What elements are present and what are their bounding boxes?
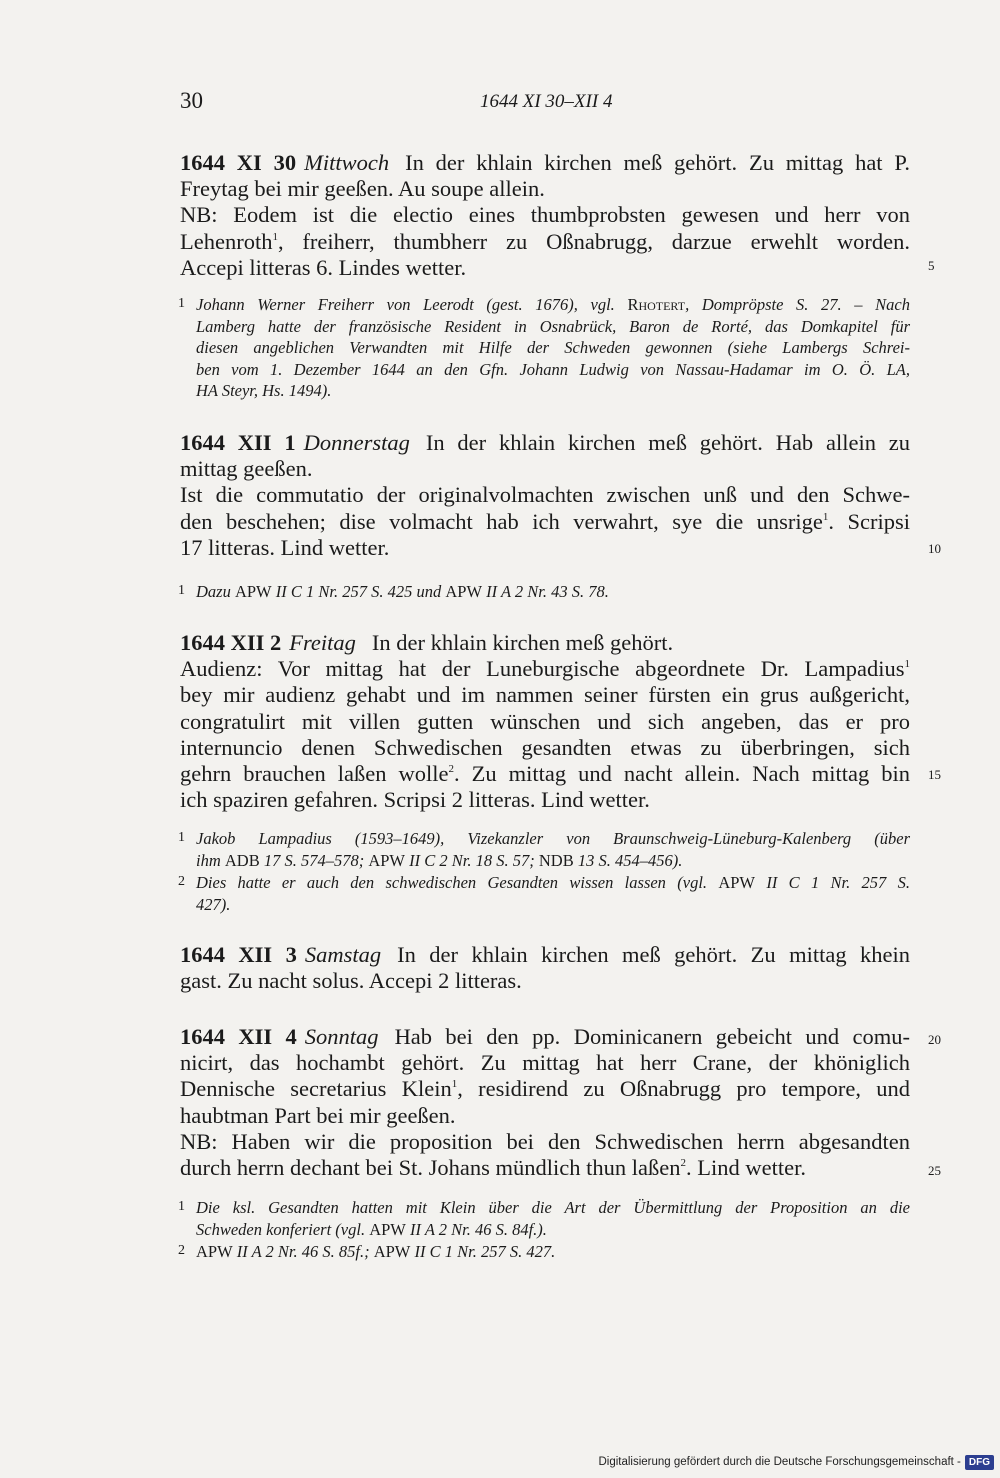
footnote-line: 2 Dies hatte er auch den schwedischen Gesandten wissen lassen (vgl. APW II C 1 Nr. 257 S. xyxy=(178,873,910,892)
footnote-line: 427). xyxy=(196,894,231,914)
footnote xyxy=(178,580,910,603)
line-number: 25 xyxy=(928,1163,941,1178)
entry-date: 1644 XII 1 xyxy=(180,430,296,455)
diary-entry xyxy=(180,942,910,994)
footnote-line: 1 Die ksl. Gesandten hatten mit Klein über die Art der Übermittlung der Proposition an die xyxy=(178,1198,910,1217)
footnote-line: 1 Jakob Lampadius (1593–1649), Vizekanzler von Braunschweig-Lüneburg-Kalenberg (über xyxy=(178,829,910,848)
diary-entry xyxy=(180,630,910,813)
entry-line: gast. Zu nacht solus. Accepi 2 litteras. xyxy=(180,968,522,994)
entry-line: Dennische secretarius Klein$^1$, residirend zu Oßnabrugg pro tempore, und xyxy=(180,1076,910,1102)
line-number: 15 xyxy=(928,767,941,782)
entry-line: den beschehen; dise volmacht hab ich verwahrt, sye die unsrige$^1$. Scripsi xyxy=(180,508,910,534)
entry-line: Audienz: Vor mittag hat der Luneburgische abgeordnete Dr. Lampadius$^1$ xyxy=(180,656,910,682)
entry-line: nicirt, das hochambt gehört. Zu mittag hat herr Crane, der khöniglich xyxy=(180,1050,910,1076)
entry-day: Sonntag xyxy=(304,1024,379,1049)
footnote-line: 1 Dazu APW II C 1 Nr. 257 S. 425 und APW II A 2 Nr. 43 S. 78. xyxy=(178,582,609,601)
footnote-line: ben vom 1. Dezember 1644 an den Gfn. Johann Ludwig von Nassau-Hadamar im O. Ö. LA, xyxy=(196,359,910,379)
footnote-line: Lamberg hatte der französische Resident in Osnabrück, Baron de Rorté, das Domkapitel für xyxy=(196,316,910,336)
entry-line: gehrn brauchen laßen wolle$^2$. Zu mittag und nacht allein. Nach mittag bin xyxy=(180,761,910,787)
note-marker: 2 xyxy=(448,763,454,776)
footnote-line: 2 APW II A 2 Nr. 46 S. 85f.; APW II C 1 Nr. 257 S. 427. xyxy=(178,1242,556,1261)
footnote-line: 1 Johann Werner Freiherr von Leerodt (gest. 1676), vgl. Rhotert, Dompröpste S. 27. – Nach xyxy=(178,295,910,314)
note-marker: 1 xyxy=(451,1078,458,1091)
entry-line: 1644 XII 3 Samstag In der khlain kirchen meß gehört. Zu mittag khein xyxy=(180,942,910,967)
note-marker: 1 xyxy=(272,230,278,243)
page-number: 30 xyxy=(180,88,203,113)
entry-line: congratulirt mit villen gutten wünschen und sich angeben, das er pro xyxy=(180,708,910,734)
entry-line: Accepi litteras 6. Lindes wetter. xyxy=(180,254,467,280)
entry-line: internuncio denen Schwedischen gesandten etwas zu überbringen, sich xyxy=(180,734,910,760)
line-number: 20 xyxy=(928,1032,941,1047)
entry-date: 1644 XII 3 xyxy=(180,942,297,967)
running-head: 1644 XI 30–XII 4 xyxy=(480,91,613,112)
footnote xyxy=(178,293,910,402)
entry-line: durch herrn dechant bei St. Johans mündlich thun laßen$^2$. Lind wetter. xyxy=(180,1155,806,1181)
entry-line: 1644 XI 30 Mittwoch In der khlain kirchen meß gehört. Zu mittag hat P. xyxy=(180,150,910,175)
page-header xyxy=(0,88,1000,124)
entry-line: mittag geeßen. xyxy=(180,456,313,482)
footnote-line: diesen angeblichen Verwandten mit Hilfe der Schweden gewonnen (siehe Lambergs Schrei- xyxy=(196,338,910,357)
entry-line: 1644 XII 4 Sonntag Hab bei den pp. Dominicanern gebeicht und comu- xyxy=(180,1024,911,1049)
line-number: 5 xyxy=(928,258,935,273)
footnote-line: Schweden konferiert (vgl. APW II A 2 Nr. 46 S. 84f.). xyxy=(196,1219,547,1239)
note-marker: 1 xyxy=(904,658,910,671)
entry-day: Freitag xyxy=(289,630,356,655)
footer-text: Digitalisierung gefördert durch die Deutsche Forschungsgemeinschaft - xyxy=(598,1456,961,1468)
diary-entry xyxy=(180,430,910,561)
entry-line: NB: Eodem ist die electio eines thumbprobsten gewesen und herr von xyxy=(180,202,910,228)
footnote xyxy=(178,1196,910,1263)
note-marker: 1 xyxy=(822,510,829,523)
entry-line: Freytag bei mir geeßen. Au soupe allein. xyxy=(180,176,545,202)
dfg-logo: DFG xyxy=(965,1455,994,1470)
diary-entry xyxy=(180,150,910,281)
entry-day: Samstag xyxy=(304,942,382,967)
footnote xyxy=(178,827,910,915)
entry-line: NB: Haben wir die proposition bei den Schwedischen herrn abgesandten xyxy=(180,1128,910,1154)
entry-line: Lehenroth$^1$, freiherr, thumbherr zu Oßnabrugg, darzue erwehlt worden. xyxy=(180,228,910,254)
entry-line: 17 litteras. Lind wetter. xyxy=(180,534,390,560)
footnote-line: HA Steyr, Hs. 1494). xyxy=(196,381,332,400)
entry-day: Donnerstag xyxy=(303,430,410,455)
entry-line: 1644 XII 1 Donnerstag In der khlain kirchen meß gehört. Hab allein zu xyxy=(180,430,910,455)
footnote-line: ihm ADB 17 S. 574–578; APW II C 2 Nr. 18 S. 57; NDB 13 S. 454–456). xyxy=(196,850,683,870)
diary-entry xyxy=(180,1024,910,1181)
entry-line: bey mir audienz gehabt und im nammen seiner fürsten ein grus außgericht, xyxy=(180,682,910,708)
note-marker: 2 xyxy=(680,1157,687,1170)
entry-line: 1644 XII 2 Freitag In der khlain kirchen meß gehört. xyxy=(180,630,674,655)
entry-line: ich spaziren gefahren. Scripsi 2 litteras. Lind wetter. xyxy=(180,787,650,813)
entry-line: Ist die commutatio der originalvolmachten zwischen unß und den Schwe- xyxy=(180,482,910,508)
entry-day: Mittwoch xyxy=(304,150,390,175)
entry-line: haubtman Part bei mir geeßen. xyxy=(180,1102,456,1128)
digitization-footer xyxy=(598,1452,994,1472)
entry-date: 1644 XII 2 xyxy=(180,630,282,655)
entry-date: 1644 XI 30 xyxy=(180,150,297,175)
line-number: 10 xyxy=(928,541,941,556)
entry-date: 1644 XII 4 xyxy=(180,1024,297,1049)
